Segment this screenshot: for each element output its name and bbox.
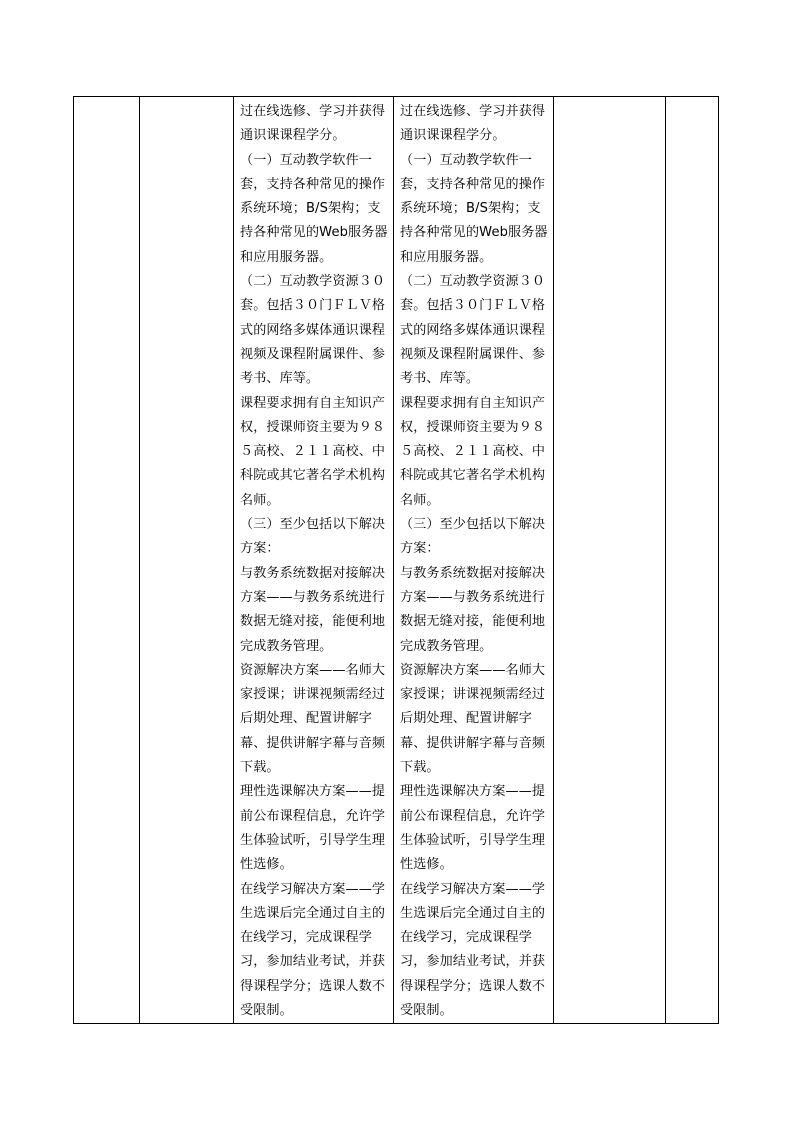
paragraph: 与教务系统数据对接解决方案——与教务系统进行数据无缝对接，能便利地完成教务管理。 bbox=[240, 565, 386, 654]
paragraph: 课程要求拥有自主知识产权，授课师资主要为９８５高校、２１１高校、中科院或其它著名学术机构名师。 bbox=[240, 395, 386, 508]
table-cell-col3 bbox=[234, 97, 394, 1024]
table-row bbox=[74, 97, 719, 1024]
paragraph: 与教务系统数据对接解决方案——与教务系统进行数据无缝对接，能便利地完成教务管理。 bbox=[400, 565, 546, 654]
table-cell-col4 bbox=[394, 97, 554, 1024]
paragraph: 在线学习解决方案——学生选课后完全通过自主的在线学习，完成课程学习，参加结业考试，并获得课程学分；选课人数不受限制。 bbox=[240, 881, 386, 1018]
paragraph: 资源解决方案——名师大家授课；讲课视频需经过后期处理、配置讲解字幕、提供讲解字幕与音频下载。 bbox=[240, 662, 386, 776]
table-cell-col6 bbox=[666, 97, 719, 1024]
requirement-text bbox=[234, 97, 393, 1023]
paragraph: 理性选课解决方案——提前公布课程信息，允许学生体验试听，引导学生理性选修。 bbox=[400, 784, 546, 873]
paragraph: 资源解决方案——名师大家授课；讲课视频需经过后期处理、配置讲解字幕、提供讲解字幕与音频下载。 bbox=[400, 662, 546, 776]
table-cell-col5 bbox=[554, 97, 666, 1024]
paragraph: （二）互动教学资源３０套。包括３０门ＦＬＶ格式的网络多媒体通识课程视频及课程附属课件、参考书、库等。 bbox=[240, 274, 386, 387]
cell-text-col1 bbox=[74, 97, 139, 100]
paragraph: （一）互动教学软件一套，支持各种常见的操作系统环境；B/S架构；支持各种常见的Web服务器和应用服务器。 bbox=[240, 152, 388, 265]
paragraph: （三）至少包括以下解决方案： bbox=[240, 517, 386, 557]
paragraph: （三）至少包括以下解决方案： bbox=[400, 517, 546, 557]
paragraph: 课程要求拥有自主知识产权，授课师资主要为９８５高校、２１１高校、中科院或其它著名学术机构名师。 bbox=[400, 395, 546, 508]
cell-text-col2 bbox=[140, 97, 233, 100]
cell-text-col5 bbox=[554, 97, 665, 100]
paragraph: 在线学习解决方案——学生选课后完全通过自主的在线学习，完成课程学习，参加结业考试，并获得课程学分；选课人数不受限制。 bbox=[400, 881, 546, 1018]
cell-text-col6 bbox=[666, 97, 718, 100]
table-cell-col1 bbox=[74, 97, 140, 1024]
paragraph: 理性选课解决方案——提前公布课程信息，允许学生体验试听，引导学生理性选修。 bbox=[240, 784, 386, 873]
document-table bbox=[73, 96, 719, 1024]
paragraph: 过在线选修、学习并获得通识课课程学分。 bbox=[240, 104, 386, 144]
paragraph: （一）互动教学软件一套，支持各种常见的操作系统环境；B/S架构；支持各种常见的Web服务器和应用服务器。 bbox=[400, 152, 548, 265]
response-text bbox=[394, 97, 553, 1023]
paragraph: 过在线选修、学习并获得通识课课程学分。 bbox=[400, 104, 546, 144]
table-cell-col2 bbox=[140, 97, 234, 1024]
paragraph: （二）互动教学资源３０套。包括３０门ＦＬＶ格式的网络多媒体通识课程视频及课程附属课件、参考书、库等。 bbox=[400, 274, 546, 387]
